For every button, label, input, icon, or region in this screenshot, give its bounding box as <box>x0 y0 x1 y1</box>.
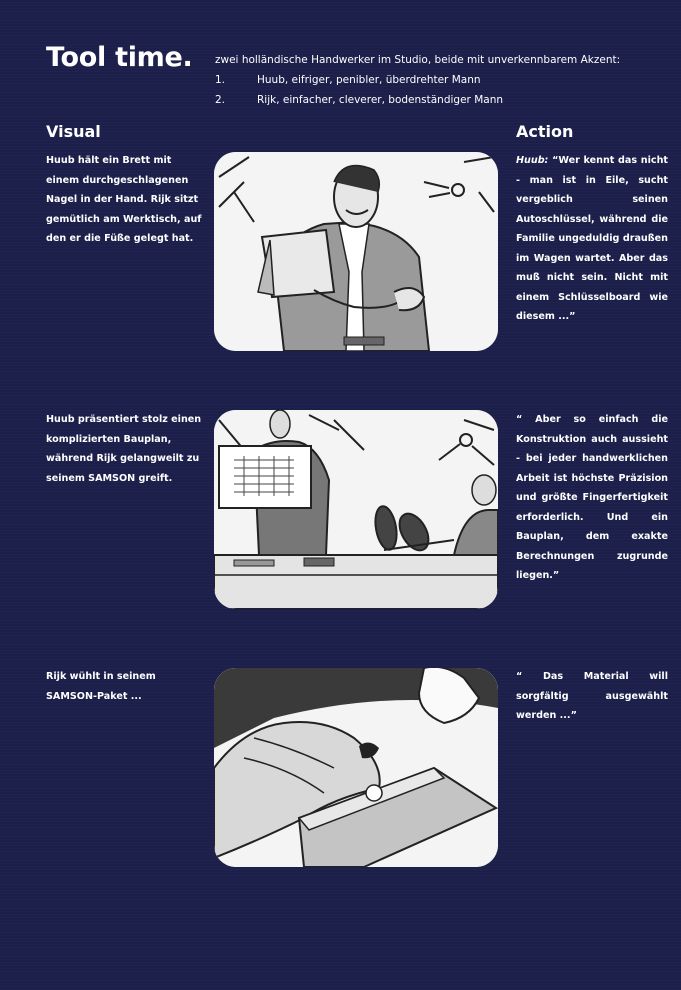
intro <box>215 50 620 110</box>
list-number: 1. <box>215 74 226 86</box>
scene-3-storyboard-image <box>214 668 498 867</box>
list-text: Huub, eifriger, penibler, überdrehter Mann <box>257 74 481 86</box>
visual-heading: Visual <box>46 122 101 141</box>
action-heading: Action <box>516 122 574 141</box>
scene-1-action-text: “Wer kennt das nicht - man ist in Eile, sucht vergeblich seinen Autoschlüssel, während die Familie ungeduldig draußen im Wagen wartet. Aber das muß nicht sein. Nicht mit einem Schlüsselboard wie diesem ...” <box>516 155 668 322</box>
scene-2-action: “ Aber so einfach die Konstruktion auch aussieht - bei jeder handwerklichen Arbeit ist höchste Präzision und größte Fingerfertigkeit erforderlich. Und ein Bauplan, dem exakte Berechnungen zugrunde liegen.” <box>516 414 668 581</box>
list-item <box>215 70 620 90</box>
list-number: 2. <box>215 94 226 106</box>
scene-1-action <box>516 151 668 327</box>
scene-3-visual: Rijk wühlt in seinem SAMSON-Paket ... <box>46 671 156 702</box>
scene-2-visual: Huub präsentiert stolz einen komplizierten Bauplan, während Rijk gelangweilt zu seinem SAMSON greift. <box>46 414 202 484</box>
page-title: Tool time. <box>46 42 193 73</box>
list-item <box>215 90 620 110</box>
scene-2-storyboard-image <box>214 410 498 609</box>
list-text: Rijk, einfacher, cleverer, bodenständiger Mann <box>257 94 504 106</box>
scene-3-action: “ Das Material will sorgfältig ausgewählt werden ...” <box>516 671 668 721</box>
scene-1-storyboard-image <box>214 152 498 351</box>
intro-line: zwei holländische Handwerker im Studio, beide mit unverkennbarem Akzent: <box>215 54 621 66</box>
scene-1-visual: Huub hält ein Brett mit einem durchgeschlagenen Nagel in der Hand. Rijk sitzt gemütlich am Werktisch, auf den er die Füße gelegt hat. <box>46 155 202 244</box>
speaker-label: Huub: <box>516 155 549 166</box>
